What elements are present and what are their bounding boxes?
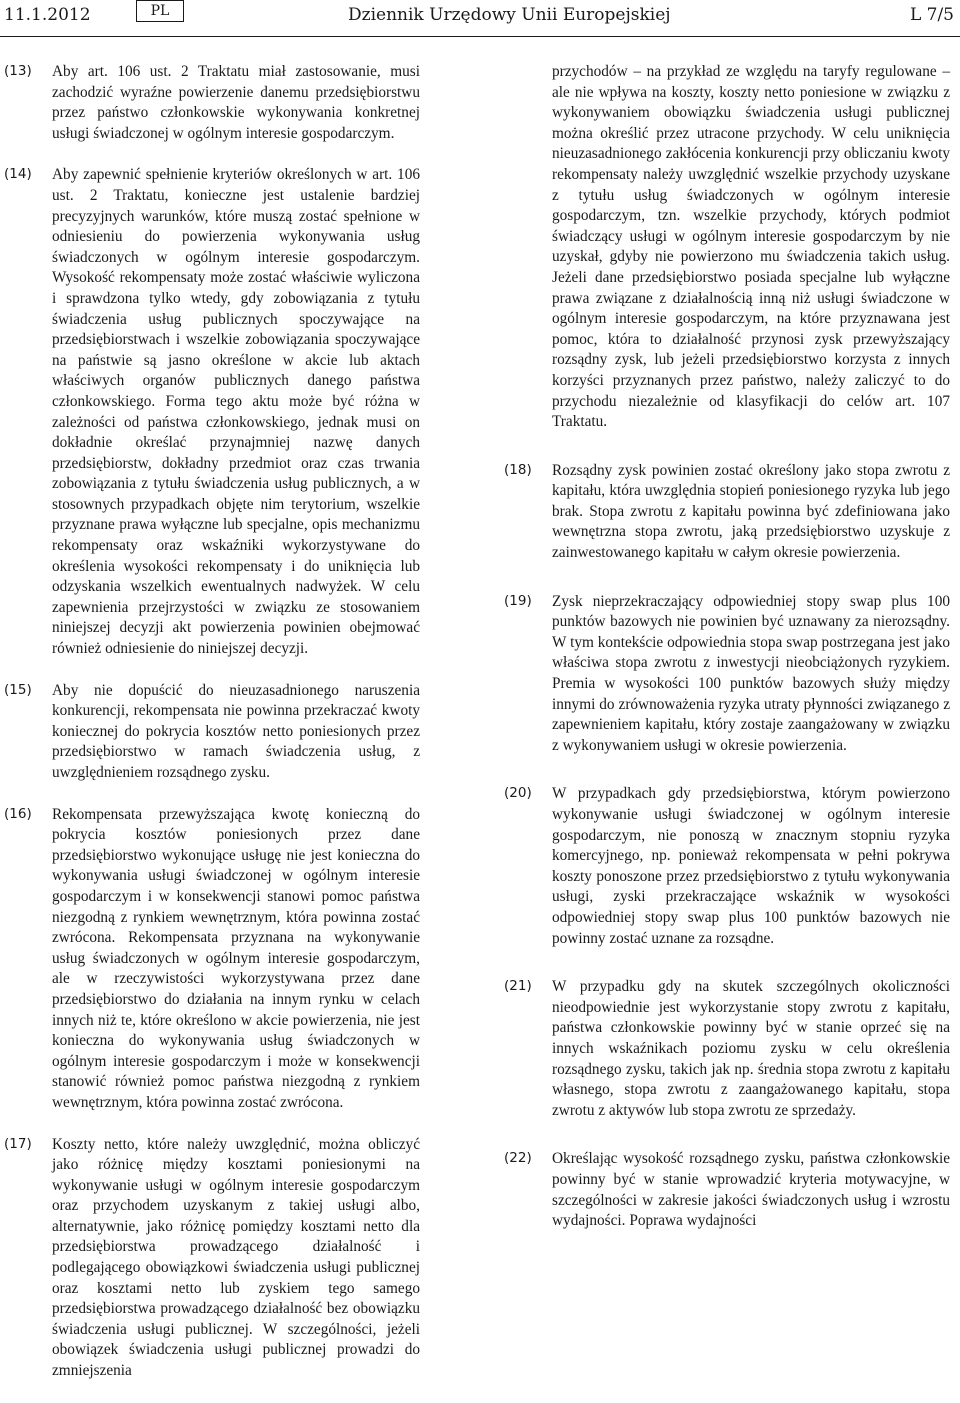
recital-text: W przypadku gdy na skutek szczególnych okoliczności nieodpowiednie jest wykorzystanie stopy zwrotu z kapitału, państwa członkowskie powinny być w stanie oprzeć się na innych wskaźnikach poziomu zysku w celu określenia rozsądnego zysku, takich jak np. średnia stopa zwrotu z kapitału własnego, stopa zwrotu z zaangażowanego kapitału, stopa zwrotu z aktywów lub stopa zwrotu ze sprzedaży. xyxy=(552,978,950,1119)
recital-number: (18) xyxy=(504,461,532,478)
recital-number: (15) xyxy=(4,681,32,698)
recital-21 xyxy=(500,977,950,1121)
recital-17 xyxy=(0,1135,420,1382)
recital-16 xyxy=(0,805,420,1114)
page-number: L 7/5 xyxy=(909,5,954,25)
recital-20 xyxy=(500,784,950,949)
header-date: 11.1.2012 xyxy=(4,5,91,25)
left-column xyxy=(0,62,420,1403)
recital-number: (20) xyxy=(504,785,532,802)
recital-text: Określając wysokość rozsądnego zysku, państwa członkowskie powinny być w stanie wprowadzić kryteria motywacyjne, w szczególności w zakresie jakości świadczonych usług i wzrostu wydajności. Poprawa wydajności xyxy=(552,1150,950,1230)
recital-18 xyxy=(500,461,950,564)
right-column xyxy=(500,62,950,1253)
recital-number: (13) xyxy=(4,63,32,79)
recital-text: przychodów – na przykład ze względu na taryfy regulowane – ale nie wpływa na koszty, koszty netto poniesione w związku z wykonywaniem obowiązku świadczenia usługi publicznej można określić przez utracone przychody. W celu uniknięcia nieuzasadnionego zakłócenia konkurencji przy obliczaniu kwoty rekompensaty należy uwzględnić wszelkie przychody uzyskane z tytułu usług świadczonych w ogólnym interesie gospodarczym, tzn. wszelkie przychody, których podmiot świadczący usługi w ogólnym interesie gospodarczym by nie uzyskał, gdyby nie powierzono mu świadczenia takich usług. Jeżeli dane przedsiębiorstwo posiada specjalne lub wyłączne prawa związane z działalnością inną niż usługi świadczone w ogólnym interesie gospodarczym, na które przyznawana jest pomoc, która to działalność przynosi zysk przewyższający rozsądny zysk, lub jeżeli przedsiębiorstwo korzysta z innych korzyści przyznanych przez państwo, należy zaliczyć to do przychodu niezależnie od klasyfikacji do celów art. 107 Traktatu. xyxy=(552,63,950,431)
page-header xyxy=(0,0,960,34)
recital-text: Aby zapewnić spełnienie kryteriów określonych w art. 106 ust. 2 Traktatu, konieczne jest ustalenie bardziej precyzyjnych warunków, które muszą zostać spełnione w odniesieniu do powierzenia wykonywania usług świadczonych w ogólnym interesie gospodarczym. Wysokość rekompensaty może zostać właściwie wyliczona i sprawdzona tylko wtedy, gdy zobowiązania z tytułu świadczenia usług publicznych spoczywające na przedsiębiorstwach i wszelkie zobowiązania spoczywające na państwie są jasno określone w akcie lub aktach właściwych organów publicznych danego państwa członkowskiego. Forma tego aktu może być różna w zależności od państwa członkowskiego, jednak musi on dokładnie określać przynajmniej nazwę danych przedsiębiorstw, dokładny przedmiot oraz czas trwania zobowiązania z tytułu świadczenia usług publicznych, a w stosownych przypadkach objęte nim terytorium, wszelkie przyznane prawa wyłączne lub specjalne, opis mechanizmu rekompensaty oraz wskaźniki wykorzystywane do określenia wysokości rekompensaty i do uniknięcia lub odzyskania wszelkich ewentualnych nadwyżek. W celu zapewnienia przejrzystości w związku ze stosowaniem niniejszej decyzji akt powierzenia powinien obejmować również odniesienie do niniejszej decyzji. xyxy=(52,166,420,658)
recital-number: (16) xyxy=(4,805,32,822)
header-divider xyxy=(0,36,960,37)
recital-text: Aby art. 106 ust. 2 Traktatu miał zastosowanie, musi zachodzić wyraźne powierzenie danemu przedsiębiorstwu przez państwo członkowskie wykonywania konkretnej usługi świadczonej w ogólnym interesie gospodarczym. xyxy=(52,63,420,142)
recital-22 xyxy=(500,1149,950,1231)
recital-text: Koszty netto, które należy uwzględnić, można obliczyć jako różnicę między kosztami poniesionymi na wykonywanie usługi w ogólnym interesie gospodarczym oraz przychodem uzyskanym z takiej usługi albo, alternatywnie, jako różnicę pomiędzy kosztami netto dla przedsiębiorstwa prowadzącego działalność i podlegającego obowiązkowi świadczenia usługi publicznej oraz kosztami netto lub zyskiem tego samego przedsiębiorstwa prowadzącego działalność bez obowiązku świadczenia usługi publicznej. W szczególności, jeżeli obowiązek świadczenia usługi publicznej prowadzi do zmniejszenia xyxy=(52,1135,420,1380)
recital-text: Aby nie dopuścić do nieuzasadnionego naruszenia konkurencji, rekompensata nie powinna przekraczać kwoty koniecznej do pokrycia kosztów netto poniesionych przez przedsiębiorstwo w ramach świadczenia usług, z uwzględnieniem rozsądnego zysku. xyxy=(52,681,420,781)
recital-number: (19) xyxy=(504,592,532,609)
recital-14 xyxy=(0,165,420,659)
recital-number: (17) xyxy=(4,1135,32,1152)
recital-text: Rekompensata przewyższająca kwotę konieczną do pokrycia kosztów poniesionych przez dane przedsiębiorstwo wykonujące usługę nie jest konieczna do wykonywania usługi świadczonej w ogólnym interesie gospodarczym i w konsekwencji stanowi pomoc państwa niezgodną z rynkiem wewnętrznym, która powinna zostać zwrócona. Rekompensata przyznana na wykonywanie usług świadczonych w ogólnym interesie gospodarczym, ale w rzeczywistości wykorzystywana przez dane przedsiębiorstwo do działania na innym rynku w celach innych niż te, które określono w akcie powierzenia, nie jest konieczna do wykonywania usług świadczonych w ogólnym interesie gospodarczym i może w konsekwencji stanowić również pomoc państwa niezgodną z rynkiem wewnętrznym, która powinna zostać zwrócona. xyxy=(52,805,420,1111)
recital-13 xyxy=(0,62,420,144)
recital-19 xyxy=(500,592,950,757)
recital-number: (14) xyxy=(4,166,32,183)
recital-number: (21) xyxy=(504,978,532,995)
recital-text: Zysk nieprzekraczający odpowiedniej stopy swap plus 100 punktów bazowych nie powinien być uznawany za nierozsądny. W tym kontekście odpowiednia stopa swap postrzegana jest jako właściwa stopa zwrotu z inwestycji nieobciążonych ryzykiem. Premia w wysokości 100 punktów bazowych służy między innymi do zrównoważenia ryzyka utraty płynności związanego z zapewnieniem kapitału, który zostaje zaangażowany w związku z wykonywaniem usługi w okresie powierzenia. xyxy=(552,592,950,754)
recital-number: (22) xyxy=(504,1150,532,1167)
recital-15 xyxy=(0,681,420,784)
recital-text: W przypadkach gdy przedsiębiorstwa, którym powierzono wykonywanie usługi świadczonej w ogólnym interesie gospodarczym, nie ponoszą w znacznym stopniu ryzyka komercyjnego, np. ponieważ rekompensata w pełni pokrywa koszty ponoszone przez przedsiębiorstwo z tytułu wykonywania usługi, zyski przekraczające wskaźnik w wysokości odpowiedniej stopy swap plus 100 punktów bazowych nie powinny zostać uznane za rozsądne. xyxy=(552,785,950,947)
journal-title: Dziennik Urzędowy Unii Europejskiej xyxy=(348,5,671,25)
recital-17-continuation xyxy=(500,62,950,433)
language-badge: PL xyxy=(136,0,184,22)
recital-text: Rozsądny zysk powinien zostać określony jako stopa zwrotu z kapitału, która uwzględnia stopień poniesionego ryzyka lub jego brak. Stopa zwrotu z kapitału powinna być zdefiniowana jako wewnętrzna stopa zwrotu, jaką przedsiębiorstwo uzyskuje z zainwestowanego kapitału w całym okresie powierzenia. xyxy=(552,461,950,562)
